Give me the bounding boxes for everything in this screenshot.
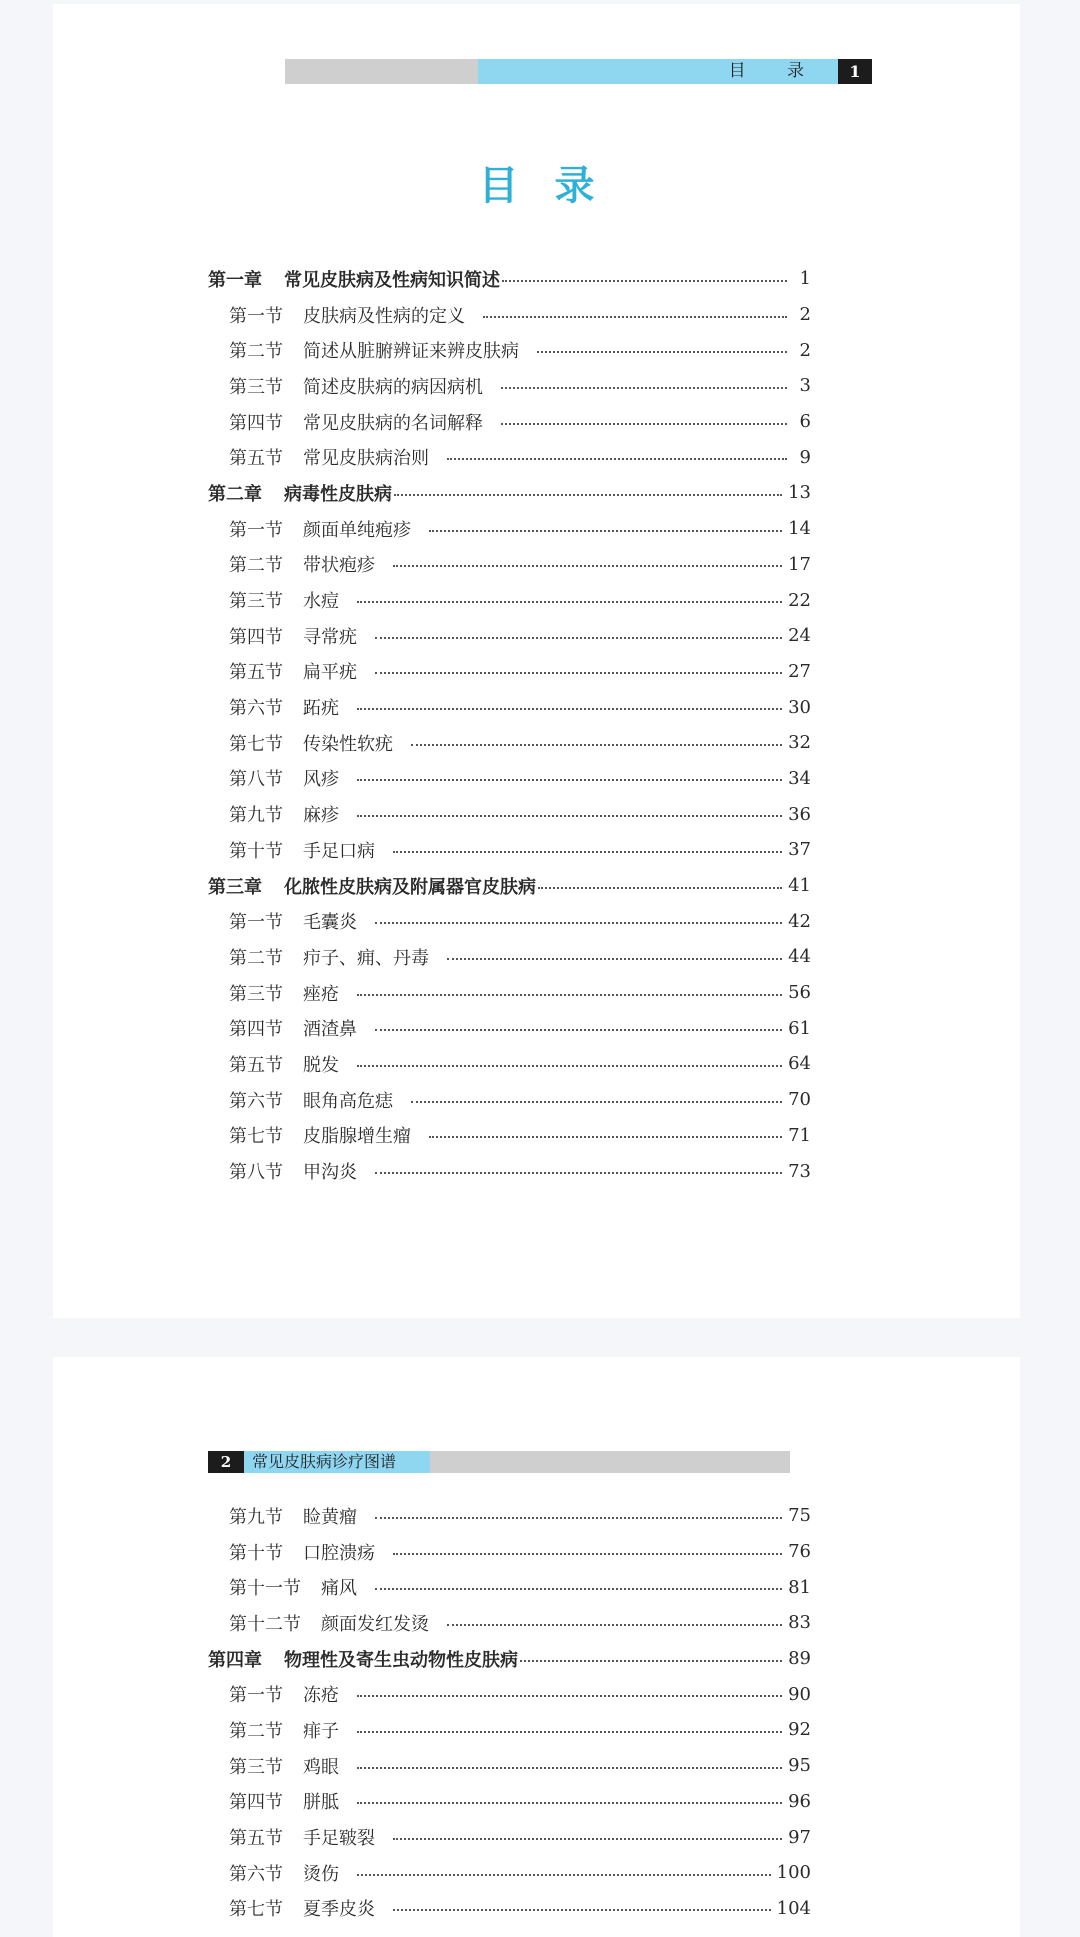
toc-section-row — [208, 547, 811, 583]
toc-section-row — [208, 1082, 811, 1118]
toc-section-row — [208, 1891, 811, 1927]
header-gray-band — [430, 1451, 790, 1473]
toc-section-row — [208, 903, 811, 939]
entry-label: 第四章 — [208, 1649, 262, 1671]
dot-leader — [520, 1660, 782, 1662]
dot-leader — [447, 458, 787, 460]
running-header — [208, 1451, 790, 1473]
entry-label: 第三节 — [229, 983, 283, 1005]
toc-chapter-row — [208, 261, 811, 297]
running-header — [285, 59, 872, 84]
entry-label: 第二节 — [229, 947, 283, 969]
entry-page-number: 17 — [788, 553, 811, 575]
entry-page-number: 100 — [776, 1862, 811, 1884]
dot-leader — [447, 958, 782, 960]
entry-title: 带状疱疹 — [303, 555, 375, 577]
entry-page-number: 83 — [788, 1612, 811, 1634]
entry-label: 第二节 — [229, 1720, 283, 1742]
entry-page-number: 6 — [799, 411, 811, 433]
dot-leader — [357, 1802, 782, 1804]
entry-label: 第六节 — [229, 698, 283, 720]
dot-leader — [357, 1065, 782, 1067]
entry-title: 胼胝 — [303, 1792, 339, 1814]
entry-label: 第七节 — [229, 733, 283, 755]
entry-page-number: 9 — [799, 446, 811, 468]
entry-page-number: 42 — [788, 910, 811, 932]
entry-title: 常见皮肤病治则 — [303, 448, 429, 470]
entry-title: 病毒性皮肤病 — [284, 483, 392, 505]
entry-title: 传染性软疣 — [303, 733, 393, 755]
entry-page-number: 92 — [788, 1719, 811, 1741]
entry-label: 第九节 — [229, 805, 283, 827]
toc-section-row — [208, 1784, 811, 1820]
entry-page-number: 36 — [788, 803, 811, 825]
entry-title: 毛囊炎 — [303, 912, 357, 934]
entry-title: 脱发 — [303, 1054, 339, 1076]
dot-leader — [393, 1838, 782, 1840]
entry-title: 冻疮 — [303, 1685, 339, 1707]
entry-title: 睑黄瘤 — [303, 1506, 357, 1528]
toc-section-row — [208, 1569, 811, 1605]
entry-label: 第六节 — [229, 1090, 283, 1112]
entry-page-number: 75 — [788, 1505, 811, 1527]
dot-leader — [447, 1624, 782, 1626]
entry-title: 常见皮肤病的名词解释 — [303, 412, 483, 434]
toc-section-row — [208, 1712, 811, 1748]
entry-page-number: 90 — [788, 1683, 811, 1705]
dot-leader — [393, 851, 782, 853]
dot-leader — [375, 1172, 782, 1174]
entry-label: 第十节 — [229, 840, 283, 862]
entry-title: 麻疹 — [303, 805, 339, 827]
entry-page-number: 2 — [799, 304, 811, 326]
dot-leader — [411, 1101, 782, 1103]
entry-page-number: 97 — [788, 1826, 811, 1848]
dot-leader — [357, 994, 782, 996]
dot-leader — [375, 922, 782, 924]
entry-page-number: 44 — [788, 946, 811, 968]
toc-section-row — [208, 1118, 811, 1154]
dot-leader — [357, 779, 782, 781]
toc-page-2 — [53, 1357, 1020, 1937]
toc-section-row — [208, 1046, 811, 1082]
toc-chapter-row — [208, 868, 811, 904]
entry-label: 第二节 — [229, 341, 283, 363]
toc-section-row — [208, 1498, 811, 1534]
dot-leader — [429, 1136, 782, 1138]
entry-page-number: 96 — [788, 1790, 811, 1812]
toc-section-row — [208, 1676, 811, 1712]
entry-title: 颜面发红发烫 — [321, 1613, 429, 1635]
entry-title: 简述从脏腑辨证来辨皮肤病 — [303, 341, 519, 363]
entry-page-number: 73 — [788, 1160, 811, 1182]
entry-label: 第九节 — [229, 1506, 283, 1528]
entry-page-number: 24 — [788, 625, 811, 647]
entry-page-number: 1 — [799, 268, 811, 290]
dot-leader — [357, 815, 782, 817]
toc-section-row — [208, 1153, 811, 1189]
entry-title: 跖疣 — [303, 698, 339, 720]
entry-label: 第四节 — [229, 412, 283, 434]
toc-chapter-row — [208, 1641, 811, 1677]
entry-page-number: 27 — [788, 660, 811, 682]
toc-section-row — [208, 1819, 811, 1855]
toc-section-row — [208, 368, 811, 404]
toc-section-row — [208, 439, 811, 475]
entry-title: 夏季皮炎 — [303, 1899, 375, 1921]
entry-page-number: 30 — [788, 696, 811, 718]
entry-page-number: 64 — [788, 1053, 811, 1075]
entry-page-number: 70 — [788, 1089, 811, 1111]
toc-chapter-row — [208, 475, 811, 511]
toc-section-row — [208, 1010, 811, 1046]
entry-label: 第四节 — [229, 1019, 283, 1041]
entry-title: 简述皮肤病的病因病机 — [303, 376, 483, 398]
entry-title: 甲沟炎 — [303, 1162, 357, 1184]
dot-leader — [357, 601, 782, 603]
toc-section-row — [208, 1855, 811, 1891]
dot-leader — [483, 316, 787, 318]
entry-title: 寻常疣 — [303, 626, 357, 648]
dot-leader — [537, 351, 787, 353]
toc-section-row — [208, 832, 811, 868]
entry-page-number: 34 — [788, 767, 811, 789]
header-page-number: 2 — [208, 1451, 244, 1473]
entry-label: 第三章 — [208, 876, 262, 898]
entry-page-number: 22 — [788, 589, 811, 611]
entry-title: 痛风 — [321, 1578, 357, 1600]
entry-label: 第五节 — [229, 662, 283, 684]
entry-label: 第二章 — [208, 483, 262, 505]
entry-label: 第三节 — [229, 376, 283, 398]
entry-label: 第一节 — [229, 1685, 283, 1707]
entry-label: 第八节 — [229, 769, 283, 791]
entry-title: 扁平疣 — [303, 662, 357, 684]
dot-leader — [501, 387, 787, 389]
entry-label: 第十二节 — [229, 1613, 301, 1635]
dot-leader — [375, 1588, 782, 1590]
entry-title: 酒渣鼻 — [303, 1019, 357, 1041]
entry-title: 物理性及寄生虫动物性皮肤病 — [284, 1649, 518, 1671]
entry-title: 痤疮 — [303, 983, 339, 1005]
entry-label: 第五节 — [229, 1054, 283, 1076]
entry-title: 痱子 — [303, 1720, 339, 1742]
dot-leader — [375, 672, 782, 674]
entry-title: 疖子、痈、丹毒 — [303, 947, 429, 969]
entry-label: 第七节 — [229, 1126, 283, 1148]
toc-section-row — [208, 1605, 811, 1641]
entry-page-number: 104 — [776, 1897, 811, 1919]
entry-label: 第五节 — [229, 448, 283, 470]
entry-label: 第四节 — [229, 1792, 283, 1814]
toc-section-row — [208, 1748, 811, 1784]
toc-section-row — [208, 796, 811, 832]
dot-leader — [393, 1553, 782, 1555]
entry-page-number: 76 — [788, 1541, 811, 1563]
entry-page-number: 13 — [788, 482, 811, 504]
entry-label: 第一章 — [208, 269, 262, 291]
toc-section-row — [208, 654, 811, 690]
entry-title: 烫伤 — [303, 1863, 339, 1885]
dot-leader — [538, 887, 782, 889]
entry-title: 颜面单纯疱疹 — [303, 519, 411, 541]
dot-leader — [357, 1695, 782, 1697]
dot-leader — [357, 1874, 771, 1876]
entry-page-number: 14 — [788, 518, 811, 540]
dot-leader — [357, 1731, 782, 1733]
toc-list — [208, 1498, 811, 1926]
toc-section-row — [208, 511, 811, 547]
entry-title: 眼角高危痣 — [303, 1090, 393, 1112]
entry-label: 第一节 — [229, 305, 283, 327]
toc-section-row — [208, 689, 811, 725]
header-blue-band — [244, 1451, 430, 1473]
entry-title: 皮脂腺增生瘤 — [303, 1126, 411, 1148]
toc-section-row — [208, 618, 811, 654]
toc-section-row — [208, 332, 811, 368]
dot-leader — [394, 494, 782, 496]
header-label: 目 录 — [728, 61, 822, 81]
dot-leader — [357, 1767, 782, 1769]
entry-page-number: 32 — [788, 732, 811, 754]
toc-section-row — [208, 975, 811, 1011]
entry-label: 第三节 — [229, 591, 283, 613]
entry-label: 第二节 — [229, 555, 283, 577]
entry-title: 手足口病 — [303, 840, 375, 862]
toc-section-row — [208, 297, 811, 333]
entry-page-number: 41 — [788, 875, 811, 897]
header-gray-band — [285, 59, 478, 84]
entry-label: 第七节 — [229, 1899, 283, 1921]
toc-section-row — [208, 1534, 811, 1570]
entry-title: 鸡眼 — [303, 1756, 339, 1778]
entry-label: 第四节 — [229, 626, 283, 648]
toc-list — [208, 261, 811, 1189]
header-page-number: 1 — [838, 59, 872, 84]
dot-leader — [393, 1909, 771, 1911]
toc-page-1 — [53, 4, 1020, 1318]
entry-page-number: 2 — [799, 339, 811, 361]
dot-leader — [501, 423, 787, 425]
entry-page-number: 61 — [788, 1017, 811, 1039]
entry-label: 第八节 — [229, 1162, 283, 1184]
dot-leader — [357, 708, 782, 710]
entry-title: 皮肤病及性病的定义 — [303, 305, 465, 327]
entry-page-number: 37 — [788, 839, 811, 861]
entry-label: 第一节 — [229, 519, 283, 541]
header-book-title: 常见皮肤病诊疗图谱 — [252, 1452, 397, 1471]
entry-page-number: 71 — [788, 1124, 811, 1146]
toc-section-row — [208, 582, 811, 618]
dot-leader — [375, 637, 782, 639]
dot-leader — [375, 1029, 782, 1031]
entry-page-number: 81 — [788, 1576, 811, 1598]
entry-title: 手足皲裂 — [303, 1828, 375, 1850]
entry-label: 第一节 — [229, 912, 283, 934]
toc-section-row — [208, 761, 811, 797]
toc-section-row — [208, 404, 811, 440]
entry-label: 第十节 — [229, 1542, 283, 1564]
page-title: 目录 — [478, 163, 631, 209]
entry-title: 常见皮肤病及性病知识简述 — [284, 269, 500, 291]
entry-title: 化脓性皮肤病及附属器官皮肤病 — [284, 876, 536, 898]
dot-leader — [411, 744, 782, 746]
dot-leader — [502, 280, 787, 282]
entry-title: 口腔溃疡 — [303, 1542, 375, 1564]
entry-page-number: 95 — [788, 1755, 811, 1777]
dot-leader — [393, 565, 782, 567]
toc-section-row — [208, 939, 811, 975]
entry-label: 第六节 — [229, 1863, 283, 1885]
toc-section-row — [208, 725, 811, 761]
entry-page-number: 3 — [799, 375, 811, 397]
entry-title: 水痘 — [303, 591, 339, 613]
entry-title: 风疹 — [303, 769, 339, 791]
dot-leader — [375, 1517, 782, 1519]
entry-label: 第十一节 — [229, 1578, 301, 1600]
dot-leader — [429, 530, 782, 532]
entry-page-number: 56 — [788, 982, 811, 1004]
entry-page-number: 89 — [788, 1648, 811, 1670]
entry-label: 第三节 — [229, 1756, 283, 1778]
entry-label: 第五节 — [229, 1828, 283, 1850]
